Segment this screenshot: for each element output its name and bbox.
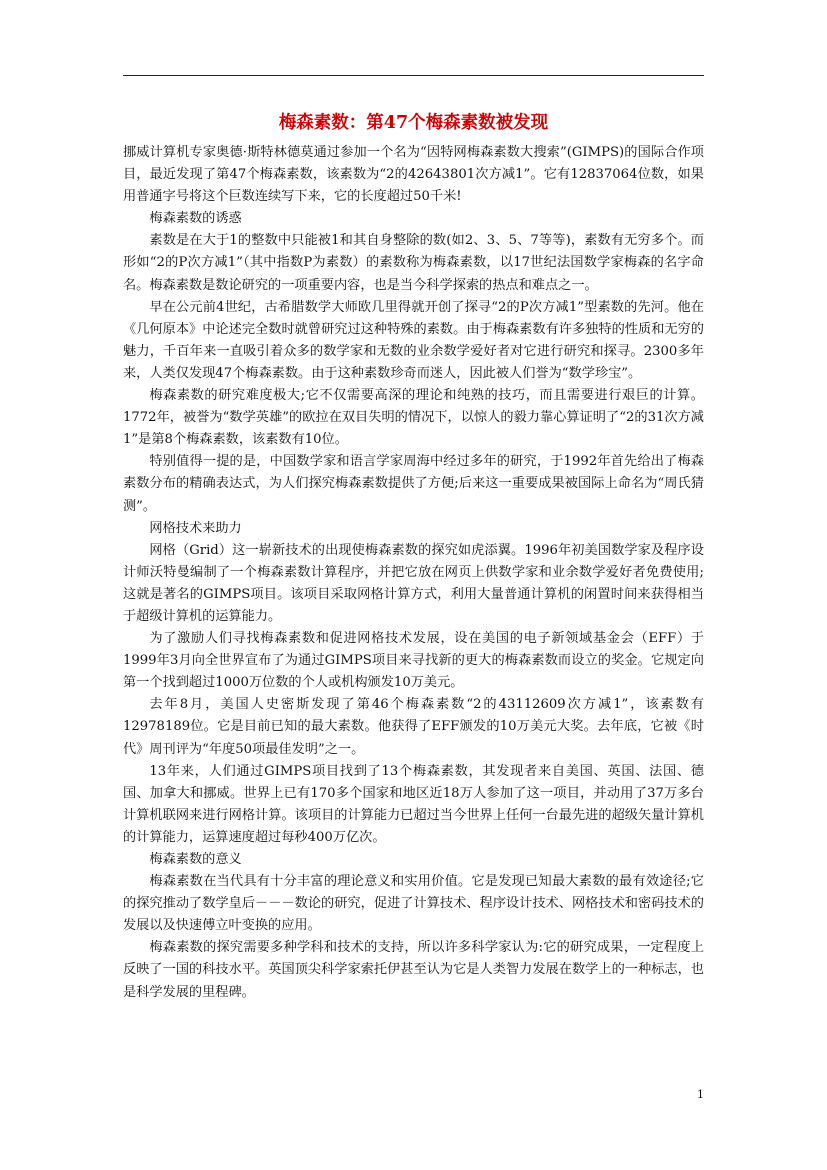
- body-paragraph: 13年来，人们通过GIMPS项目找到了13个梅森素数，其发现者来自美国、英国、法国、德国、加拿大和挪威。世界上已有170多个国家和地区近18万人参加了这一项目，并动用了37万多台计算机联网来进行网格计算。该项目的计算能力已超过当今世界上任何一台最先进的超级矢量计算机的计算能力，运算速度超过每秒400万亿次。: [123, 763, 704, 845]
- page-number: 1: [697, 1088, 704, 1101]
- body-paragraph: 早在公元前4世纪，古希腊数学大师欧几里得就开创了探寻“2的P次方减1”型素数的先河。他在《几何原本》中论述完全数时就曾研究过这种特殊的素数。由于梅森素数有许多独特的性质和无穷的魅力，千百年来一直吸引着众多的数学家和无数的业余数学爱好者对它进行研究和探寻。2300多年来，人类仅发现47个梅森素数。由于这种素数珍奇而迷人，因此被人们誉为“数学珍宝”。: [123, 299, 704, 381]
- body-paragraph: 素数是在大于1的整数中只能被1和其自身整除的数(如2、3、5、7等等)，素数有无穷多个。而形如“2的P次方减1”（其中指数P为素数）的素数称为梅森素数，以17世纪法国数学家梅森的名字命名。梅森素数是数论研究的一项重要内容，也是当今科学探索的热点和难点之一。: [123, 233, 704, 293]
- section-heading-significance: 梅森素数的意义: [149, 852, 242, 867]
- body-paragraph: 去年8月，美国人史密斯发现了第46个梅森素数“2的43112609次方减1”，该素数有12978189位。它是目前已知的最大素数。他获得了EFF颁发的10万美元大奖。去年底，它被《时代》周刊评为“年度50项最佳发明”之一。: [123, 697, 704, 757]
- body-paragraph: 为了激励人们寻找梅森素数和促进网格技术发展，设在美国的电子新领域基金会（EFF）于1999年3月向全世界宣布了为通过GIMPS项目来寻找新的更大的梅森素数而设立的奖金。它规定向第一个找到超过1000万位数的个人或机构颁发10万美元。: [123, 631, 704, 691]
- body-paragraph: 梅森素数的研究难度极大;它不仅需要高深的理论和纯熟的技巧，而且需要进行艰巨的计算。1772年，被誉为“数学英雄”的欧拉在双目失明的情况下，以惊人的毅力靠心算证明了“2的31次方减1”是第8个梅森素数，该素数有10位。: [123, 388, 704, 448]
- body-paragraph: 特别值得一提的是，中国数学家和语言学家周海中经过多年的研究，于1992年首先给出了梅森素数分布的精确表达式，为人们探究梅森素数提供了方便;后来这一重要成果被国际上命名为“周氏猜测”。: [123, 454, 704, 514]
- document-title: 梅森素数：第47个梅森素数被发现: [278, 113, 549, 133]
- header-rule: [123, 75, 704, 76]
- body-paragraph: 梅森素数的探究需要多种学科和技术的支持，所以许多科学家认为:它的研究成果，一定程度上反映了一国的科技水平。英国顶尖科学家索托伊甚至认为它是人类智力发展在数学上的一种标志，也是科学发展的里程碑。: [123, 940, 704, 1000]
- section-heading-grid: 网格技术来助力: [149, 520, 242, 536]
- body-paragraph: 网格（Grid）这一崭新技术的出现使梅森素数的探究如虎添翼。1996年初美国数学家及程序设计师沃特曼编制了一个梅森素数计算程序，并把它放在网页上供数学家和业余数学爱好者免费使用;这就是著名的GIMPS项目。该项目采取网格计算方式，利用大量普通计算机的闲置时间来获得相当于超级计算机的运算能力。: [123, 542, 704, 624]
- intro-paragraph: 挪威计算机专家奥德·斯特林德莫通过参加一个名为“因特网梅森素数大搜索”(GIMPS)的国际合作项目，最近发现了第47个梅森素数，该素数为“2的42643801次方减1”。它有12837064位数，如果用普通字号将这个巨数连续写下来，它的长度超过50千米!: [123, 145, 704, 205]
- document-body: [123, 111, 704, 1004]
- section-heading-allure: 梅森素数的诱惑: [149, 211, 242, 227]
- body-paragraph: 梅森素数在当代具有十分丰富的理论意义和实用价值。它是发现已知最大素数的最有效途径;它的探究推动了数学皇后－－－数论的研究，促进了计算技术、程序设计技术、网格技术和密码技术的发展以及快速傅立叶变换的应用。: [123, 874, 704, 934]
